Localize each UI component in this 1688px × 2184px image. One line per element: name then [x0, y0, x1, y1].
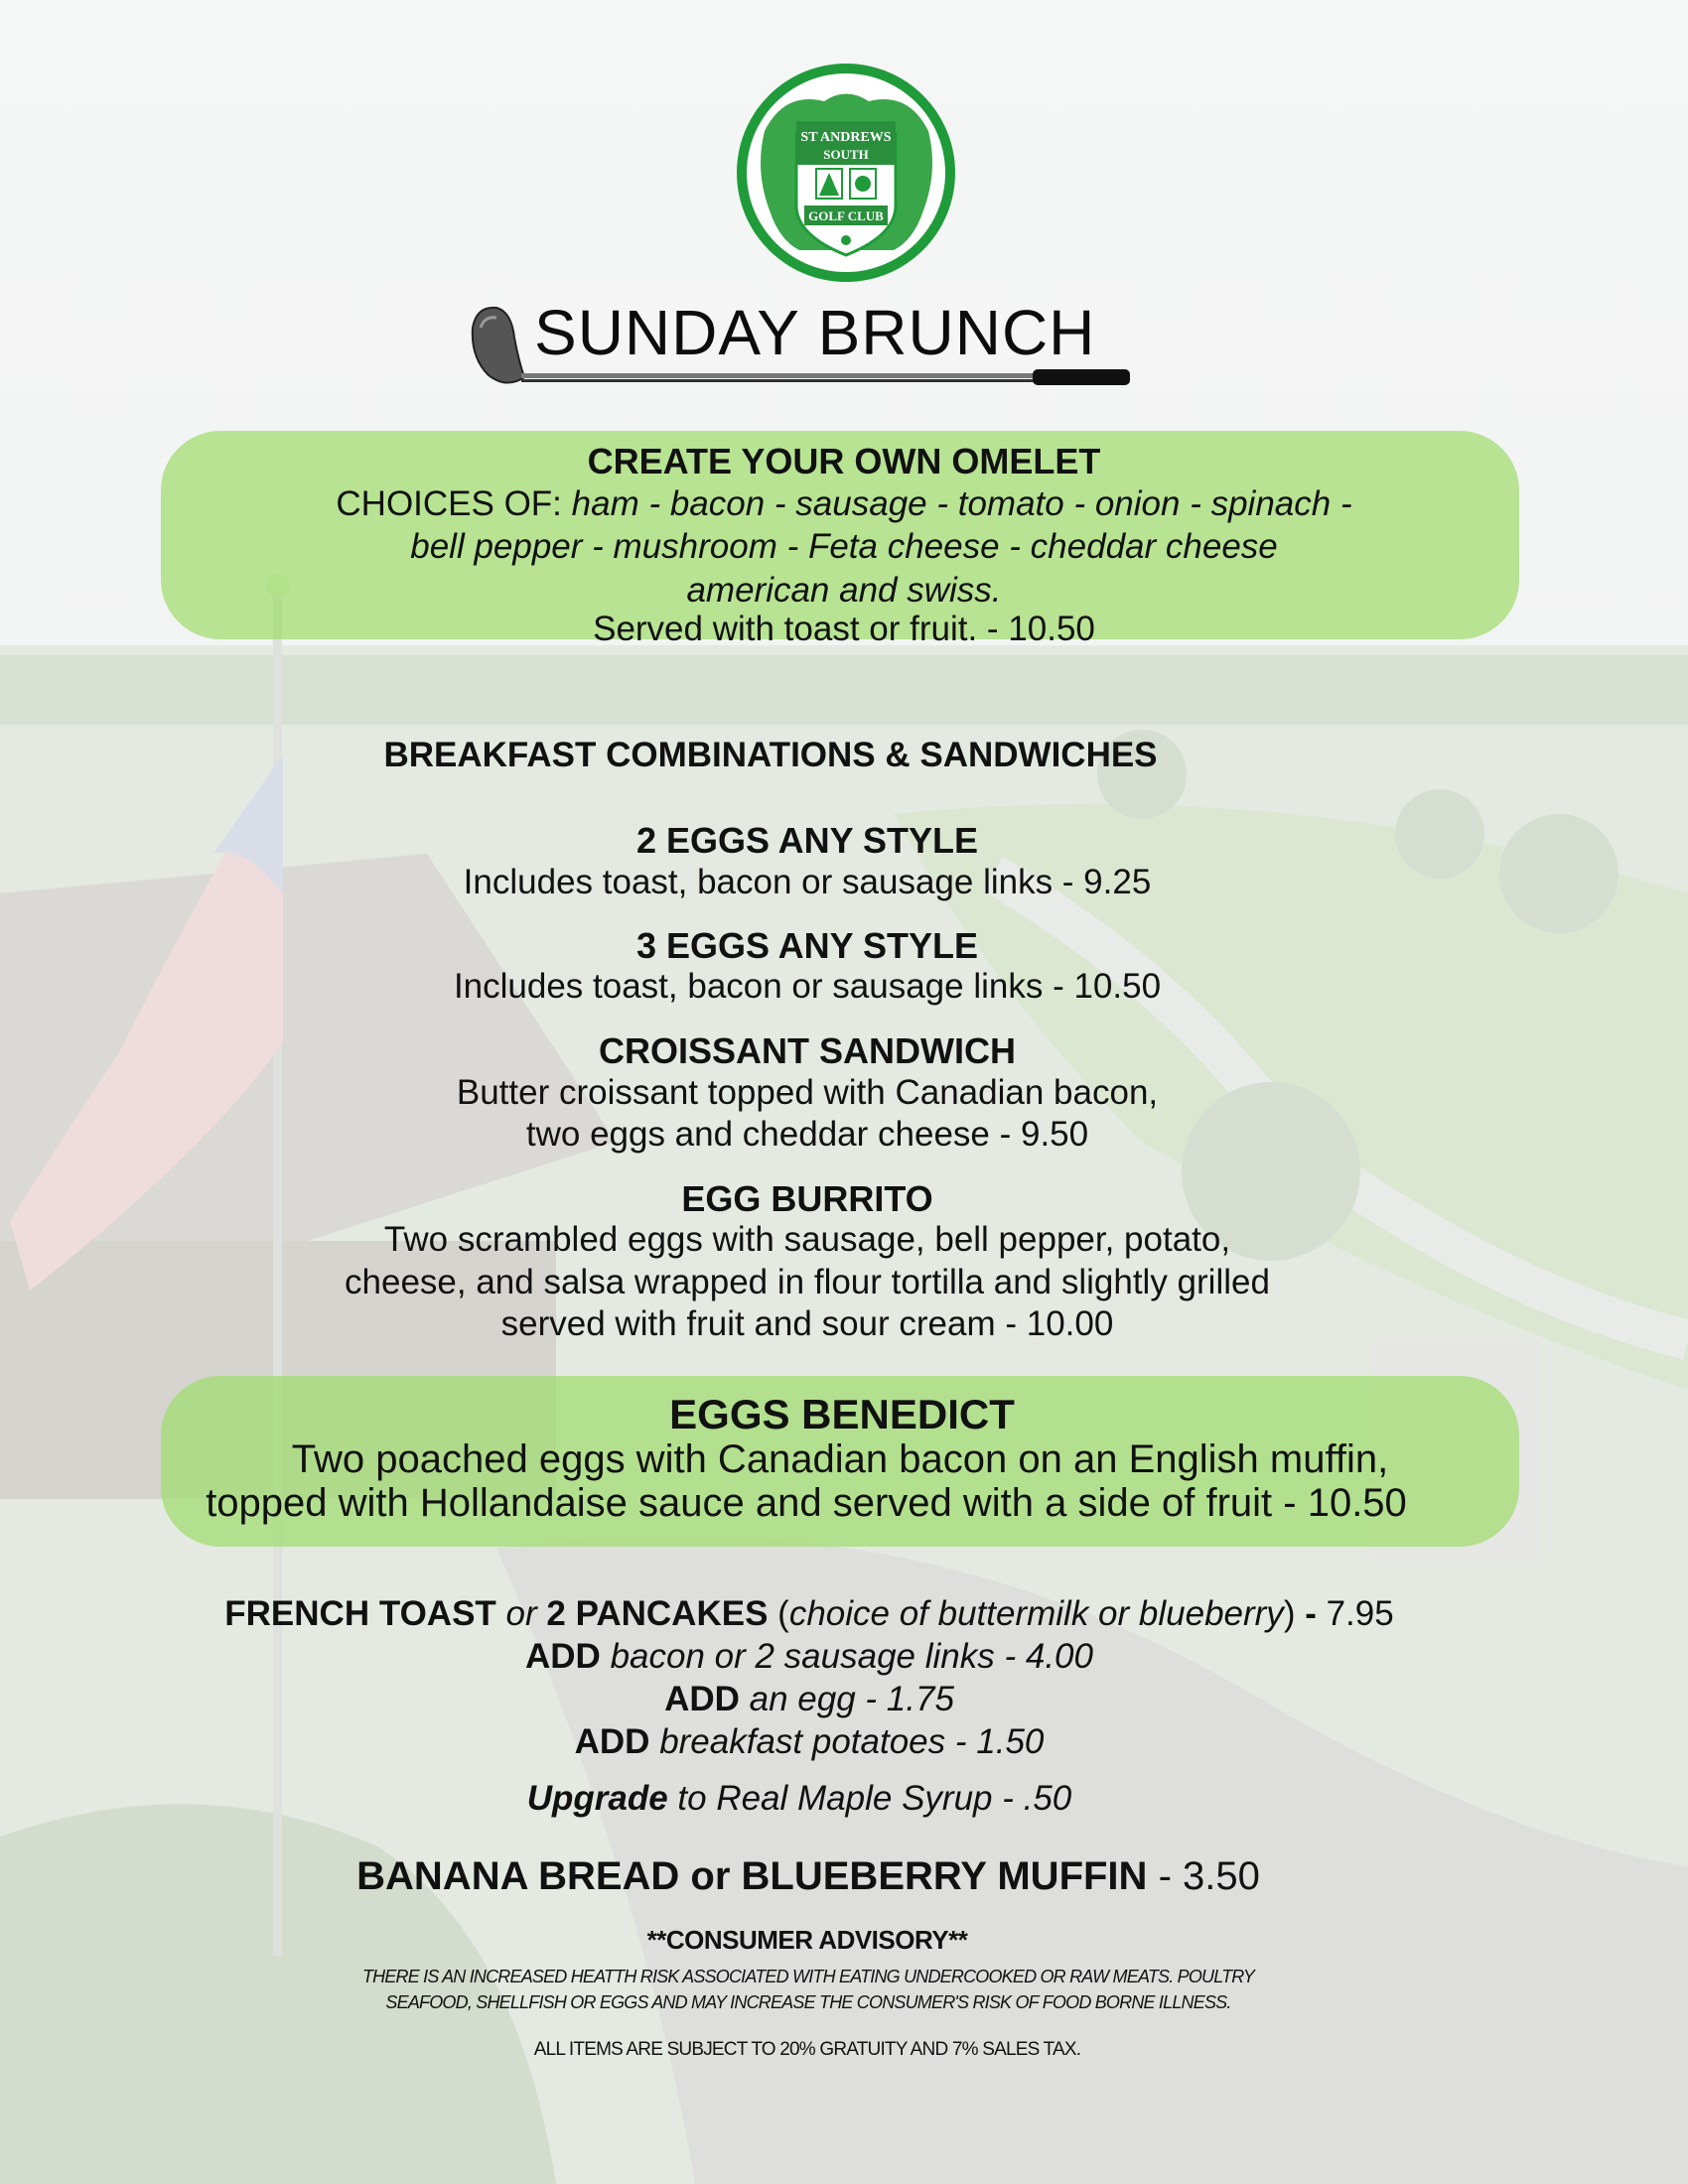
- omelet-choices-text1: ham - bacon - sausage - tomato - onion - spinach -: [571, 484, 1352, 523]
- crest-text-line2: SOUTH: [823, 147, 869, 162]
- omelet-heading: CREATE YOUR OWN OMELET: [587, 441, 1101, 481]
- pancake-choice: choice of buttermilk or blueberry: [788, 1594, 1284, 1633]
- choice-open: (: [777, 1594, 789, 1633]
- item-desc-croissant-2: two eggs and cheddar cheese - 9.50: [525, 1115, 1089, 1154]
- addon-text: bacon or 2 sausage links - 4.00: [610, 1637, 1093, 1676]
- french-toast-dash: -: [1305, 1594, 1317, 1633]
- addon-potatoes: [0, 1722, 1653, 1762]
- title-block: [467, 288, 1132, 402]
- omelet-choices-line2: [0, 527, 1688, 567]
- item-name-3-eggs: 3 EGGS ANY STYLE: [635, 925, 979, 966]
- item-name-burrito: EGG BURRITO: [681, 1178, 933, 1219]
- upgrade-text: to Real Maple Syrup - .50: [677, 1779, 1072, 1818]
- tax-notice: ALL ITEMS ARE SUBJECT TO 20% GRATUITY AND 7% SALES TAX.: [533, 2039, 1081, 2060]
- omelet-choices-line3: [0, 571, 1688, 611]
- advisory-line1: THERE IS AN INCREASED HEATTH RISK ASSOCIATED WITH EATING UNDERCOOKED OR RAW MEATS. POULTRY: [361, 1967, 1255, 1986]
- crest-text-line1: ST ANDREWS: [800, 130, 892, 145]
- french-toast-line: [0, 1594, 1653, 1634]
- item-desc-burrito-1: Two scrambled eggs with sausage, bell pepper, potato,: [383, 1220, 1231, 1259]
- benedict-heading: EGGS BENEDICT: [669, 1391, 1015, 1437]
- addon-bacon: [0, 1637, 1653, 1677]
- bread-name: BANANA BREAD or BLUEBERRY MUFFIN: [356, 1854, 1148, 1898]
- item-desc-croissant-1: Butter croissant topped with Canadian bacon,: [456, 1073, 1159, 1112]
- addon-text: breakfast potatoes - 1.50: [659, 1722, 1045, 1761]
- french-toast-or: or: [505, 1594, 537, 1633]
- upgrade-label: Upgrade: [526, 1779, 668, 1818]
- bread-price: - 3.50: [1158, 1854, 1260, 1898]
- item-desc-burrito-2: cheese, and salsa wrapped in flour tortilla and slightly grilled: [345, 1263, 1270, 1301]
- addon-egg: [0, 1680, 1653, 1719]
- section-heading: BREAKFAST COMBINATIONS & SANDWICHES: [383, 736, 1158, 774]
- advisory-line2: SEAFOOD, SHELLFISH OR EGGS AND MAY INCREASE THE CONSUMER'S RISK OF FOOD BORNE ILLNESS.: [385, 1992, 1231, 2012]
- omelet-served: Served with toast or fruit. - 10.50: [593, 610, 1095, 648]
- pancakes-name: 2 PANCAKES: [546, 1594, 769, 1633]
- benedict-line2: topped with Hollandaise sauce and served with a side of fruit - 10.50: [206, 1481, 1407, 1525]
- omelet-choices-line1: [0, 484, 1688, 524]
- item-desc-3-eggs: Includes toast, bacon or sausage links - 10.50: [453, 967, 1162, 1006]
- bread-line: [0, 1854, 1652, 1899]
- benedict-line1: Two poached eggs with Canadian bacon on an English muffin,: [291, 1437, 1389, 1481]
- golf-club-crest-icon: [725, 62, 968, 285]
- omelet-choices-label: CHOICES OF:: [336, 484, 562, 523]
- crest-text-line3: GOLF CLUB: [808, 208, 884, 223]
- item-desc-2-eggs: Includes toast, bacon or sausage links - 9.25: [463, 863, 1152, 901]
- french-toast-price: 7.95: [1326, 1594, 1394, 1633]
- upgrade-syrup: [0, 1779, 1643, 1819]
- french-toast-name: FRENCH TOAST: [224, 1594, 496, 1633]
- page-title: SUNDAY BRUNCH: [534, 297, 1096, 368]
- addon-text: an egg - 1.75: [749, 1680, 954, 1718]
- item-name-croissant: CROISSANT SANDWICH: [599, 1030, 1016, 1071]
- addon-label: ADD: [574, 1722, 650, 1761]
- addon-label: ADD: [664, 1680, 740, 1718]
- choice-close: ): [1283, 1594, 1296, 1633]
- item-desc-burrito-3: served with fruit and sour cream - 10.00: [500, 1304, 1114, 1343]
- item-name-2-eggs: 2 EGGS ANY STYLE: [635, 820, 979, 861]
- omelet-choices-text3: american and swiss.: [686, 571, 1002, 610]
- addon-label: ADD: [525, 1637, 601, 1676]
- omelet-choices-text2: bell pepper - mushroom - Feta cheese - cheddar cheese: [410, 527, 1278, 566]
- advisory-heading: **CONSUMER ADVISORY**: [646, 1925, 968, 1955]
